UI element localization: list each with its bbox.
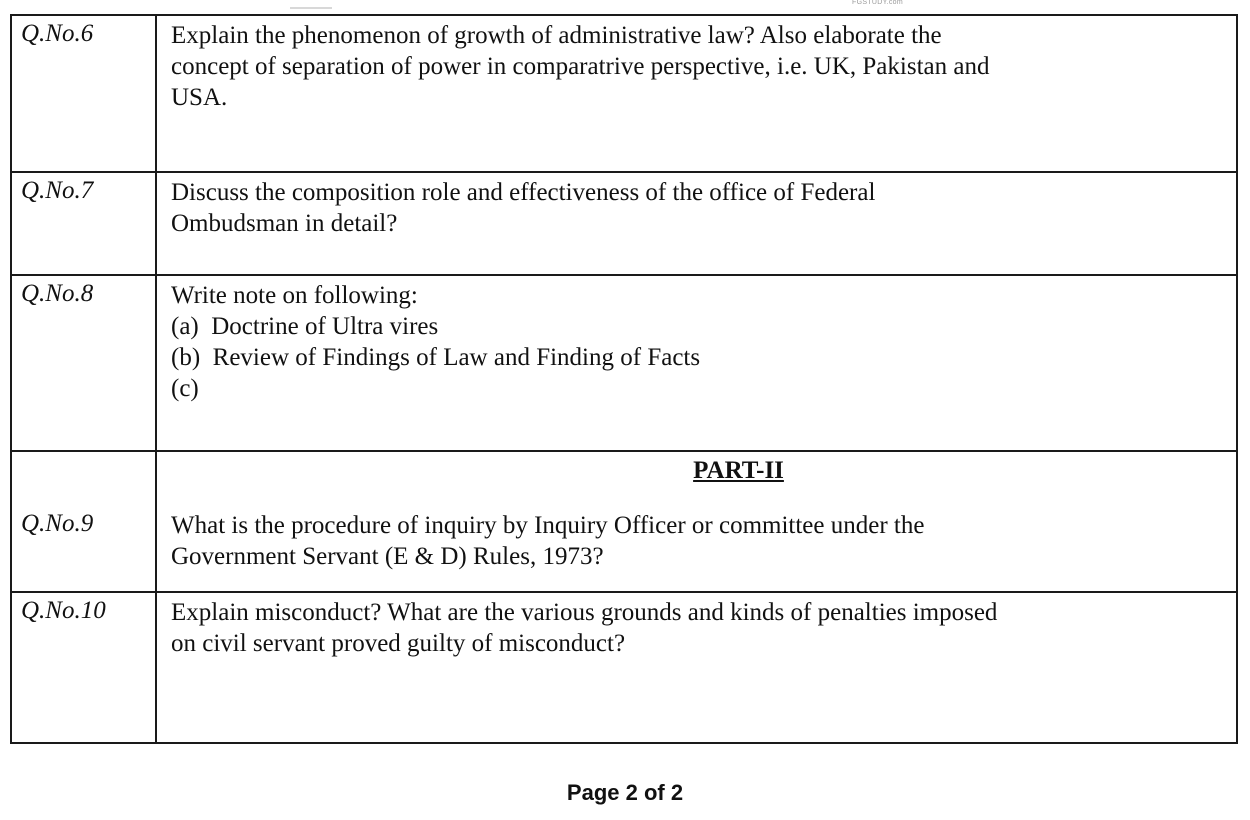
question-line: on civil servant proved guilty of misconduct?: [171, 630, 626, 657]
sub-question-c: (c): [171, 375, 199, 402]
watermark: FGSTUDY.com: [852, 0, 904, 6]
questions-table: [10, 14, 1238, 744]
question-line: What is the procedure of inquiry by Inquiry Officer or committee under the: [171, 512, 925, 539]
question-row: [11, 592, 1237, 743]
page-number: Page 2 of 2: [566, 780, 684, 805]
section-heading: PART-II: [693, 457, 784, 484]
scan-smudge: [290, 7, 332, 9]
question-number: Q.No.6: [11, 15, 156, 172]
question-line: Ombudsman in detail?: [171, 210, 398, 237]
question-row: [11, 275, 1237, 451]
question-line: Explain misconduct? What are the various grounds and kinds of penalties imposed: [171, 599, 998, 626]
question-line: Government Servant (E & D) Rules, 1973?: [171, 543, 604, 570]
question-text: [156, 275, 1237, 451]
question-number: Q.No.8: [11, 275, 156, 451]
question-text: [156, 451, 1237, 592]
question-number: Q.No.7: [11, 172, 156, 275]
question-line: Discuss the composition role and effectiveness of the office of Federal: [171, 179, 876, 206]
question-row: [11, 15, 1237, 172]
question-text: [156, 172, 1237, 275]
question-text: [156, 15, 1237, 172]
question-text: [156, 592, 1237, 743]
question-line: concept of separation of power in comparatrive perspective, i.e. UK, Pakistan and: [171, 53, 990, 80]
question-line: USA.: [171, 84, 228, 111]
question-number: Q.No.9: [11, 451, 156, 592]
question-line: Write note on following:: [171, 282, 418, 309]
question-number: Q.No.10: [11, 592, 156, 743]
question-row: [11, 172, 1237, 275]
sub-question-a: (a) Doctrine of Ultra vires: [171, 313, 439, 340]
sub-question-b: (b) Review of Findings of Law and Finding of Facts: [171, 344, 701, 371]
question-line: Explain the phenomenon of growth of administrative law? Also elaborate the: [171, 22, 942, 49]
question-row: [11, 451, 1237, 592]
